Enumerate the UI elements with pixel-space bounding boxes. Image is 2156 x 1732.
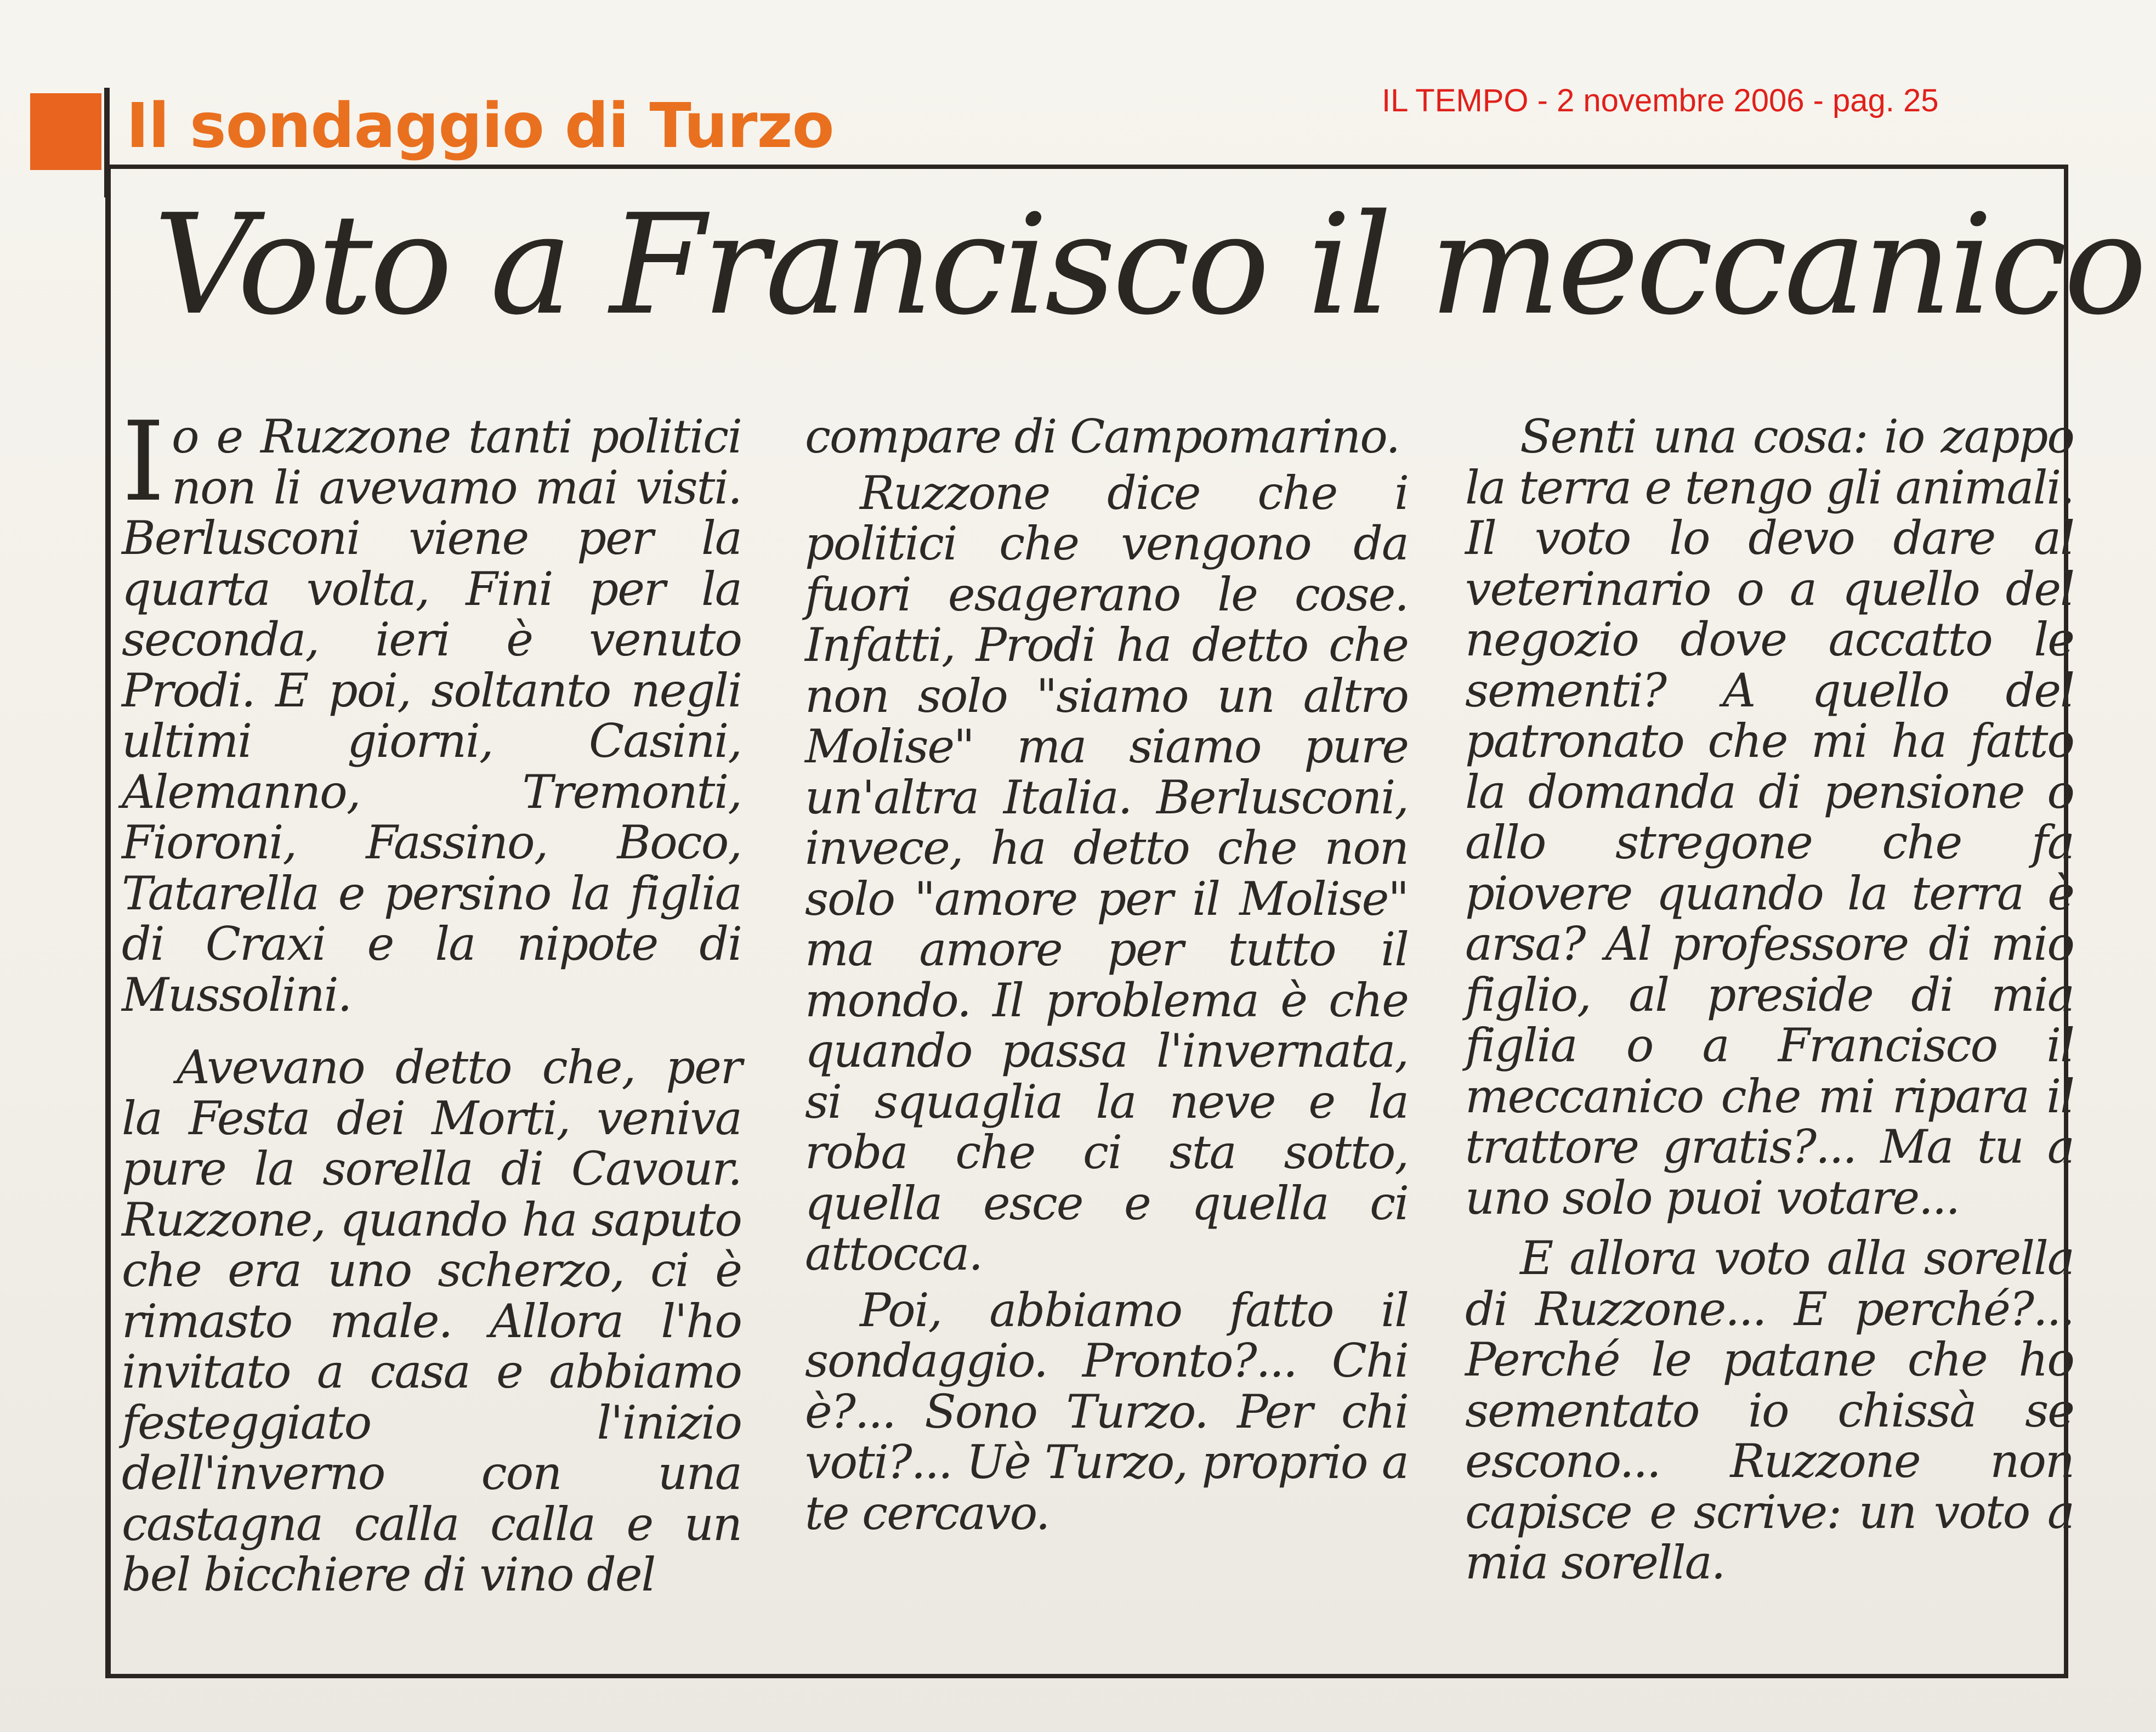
paragraph-2: Avevano detto che, per la Festa dei Morti, veniva pure la sorella di Cavour. Ruzzone, quando ha saputo che era uno scherzo, ci è rimasto male. Allora l'ho invitato a casa e abbiamo festeggiato l'inizio dell'inverno con una castagna calla calla e un bel bicchiere di vino del bbox=[122, 1040, 741, 1601]
article-column-2 bbox=[805, 411, 1408, 1538]
article-column-1 bbox=[122, 398, 741, 1601]
rubric-title: Il sondaggio di Turzo bbox=[126, 90, 834, 162]
paragraph-1 bbox=[122, 398, 741, 1022]
paragraph-6: E allora voto alla sorella di Ruzzone... E perché?... Perché le patane che ho sementato io chissà se escono... Ruzzone non capisce e scrive: un voto a mia sorella. bbox=[1465, 1231, 2074, 1589]
paragraph-5: Senti una cosa: io zappo la terra e tengo gli animali. Il voto lo devo dare al veterinario o a quello del negozio dove accatto le sementi? A quello del patronato che mi ha fatto la domanda di pensione o allo stregone che fa piovere quando la terra è arsa? Al professore di mio figlio, al preside di mia figlia o a Francisco il meccanico che mi ripara il trattore gratis?... Ma tu a uno solo puoi votare... bbox=[1465, 410, 2074, 1225]
rubric-color-block bbox=[30, 93, 101, 170]
paragraph-4: Poi, abbiamo fatto il sondaggio. Pronto?... Chi è?... Sono Turzo. Per chi voti?... Uè Turzo, proprio a te cercavo. bbox=[805, 1283, 1408, 1540]
article-column-3 bbox=[1465, 411, 2074, 1588]
paragraph-3: Ruzzone dice che i politici che vengono da fuori esagerano le cose. Infatti, Prodi ha detto che non solo "siamo un altro Molise" ma siamo pure un'altra Italia. Berlusconi, invece, ha detto che non solo "amore per il Molise" ma amore per tutto il mondo. Il problema è che quando passa l'invernata, si squaglia la neve e la roba che ci sta sotto, quella esce e quella ci attocca. bbox=[805, 466, 1408, 1281]
drop-cap: I bbox=[122, 398, 164, 526]
article-headline: Voto a Francisco il meccanico bbox=[154, 185, 2144, 346]
paragraph-2-continued: compare di Campomarino. bbox=[805, 410, 1400, 463]
paragraph-1-text: o e Ruzzone tanti politici non li avevamo mai visti. Berlusconi viene per la quarta volta, Fini per la seconda, ieri è venuto Prodi. E poi, soltanto negli ultimi giorni, Casini, Alemanno, Tremonti, Fioroni, Fassino, Boco, Tatarella e persino la figlia di Craxi e la nipote di Mussolini. bbox=[122, 410, 741, 1022]
source-citation: IL TEMPO - 2 novembre 2006 - pag. 25 bbox=[1382, 83, 1939, 118]
